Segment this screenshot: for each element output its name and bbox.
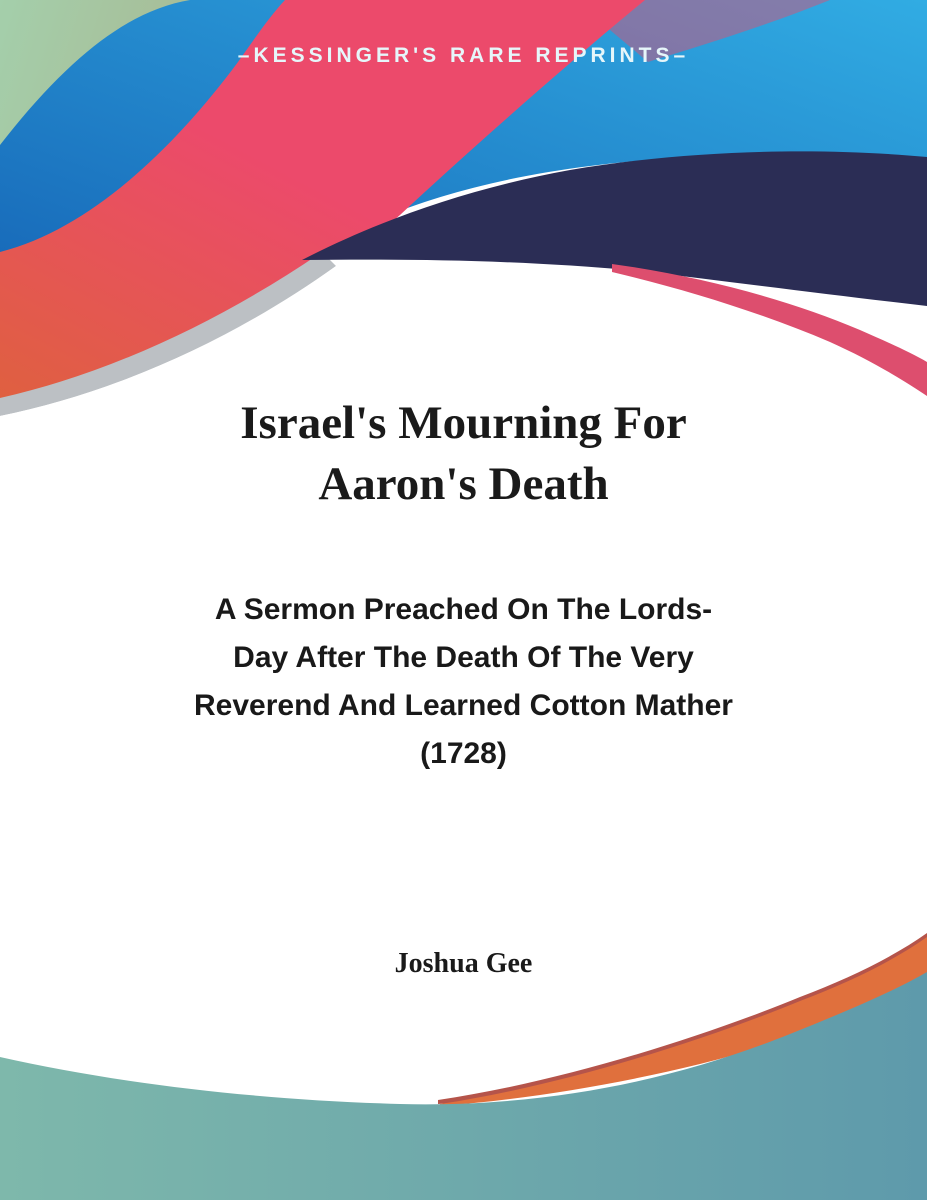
title-line-1: Israel's Mourning For (240, 397, 687, 449)
title-line-2: Aaron's Death (318, 458, 609, 510)
book-title (0, 393, 927, 515)
subtitle-line-1: A Sermon Preached On The Lords- (214, 593, 713, 626)
subtitle-line-4: (1728) (420, 737, 507, 770)
publisher-banner: –KESSINGER'S RARE REPRINTS– (237, 44, 690, 67)
subtitle-line-3: Reverend And Learned Cotton Mather (194, 689, 733, 722)
book-subtitle (0, 586, 927, 778)
author-name: Joshua Gee (394, 948, 533, 979)
subtitle-line-2: Day After The Death Of The Very (233, 641, 694, 674)
